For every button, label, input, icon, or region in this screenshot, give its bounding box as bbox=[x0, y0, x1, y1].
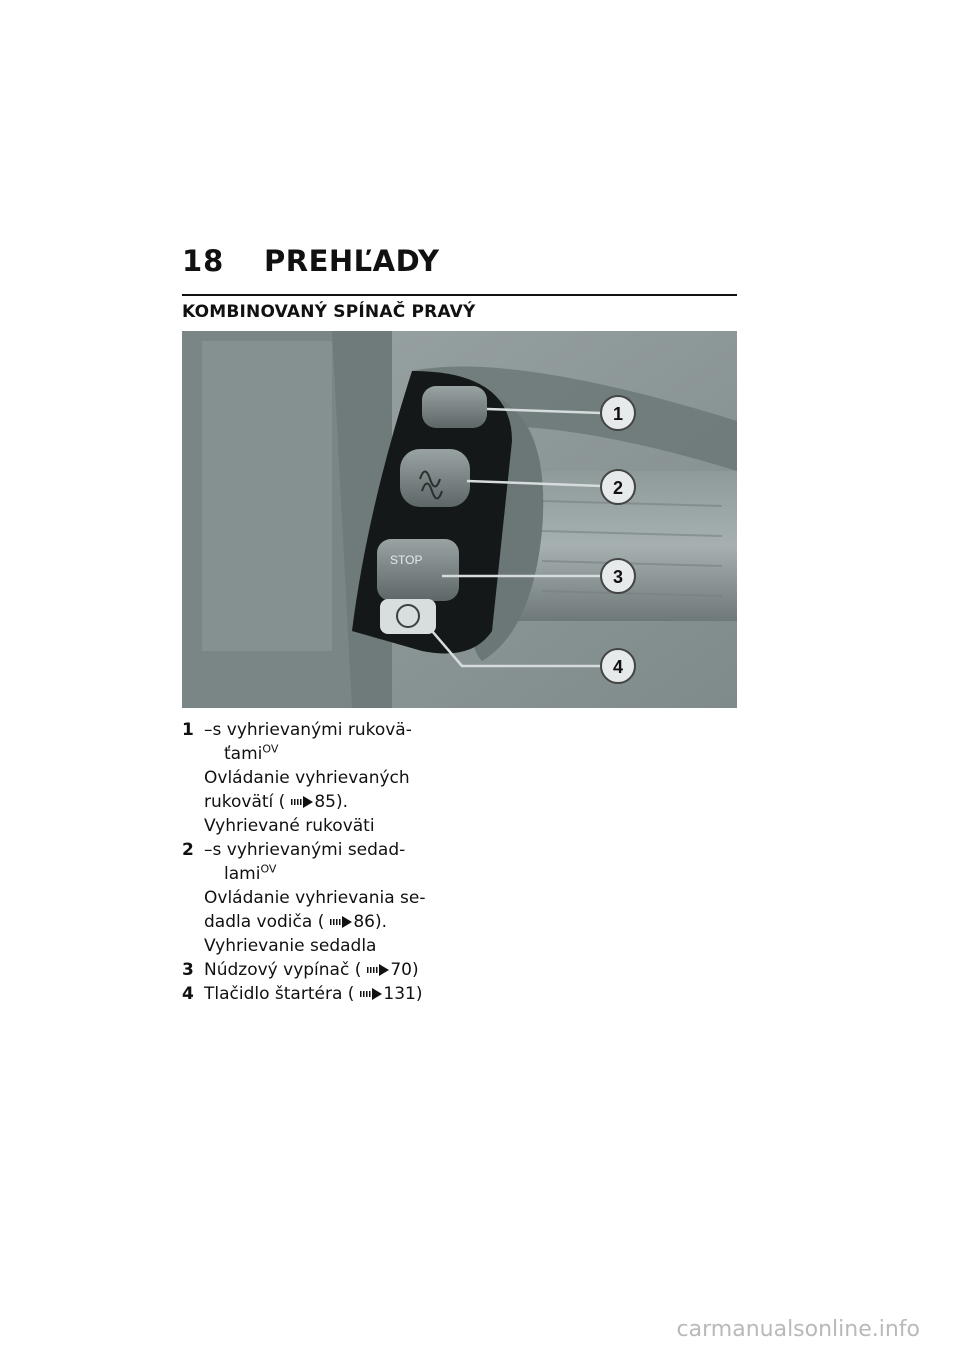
switch-figure bbox=[182, 331, 737, 708]
legend-item-3: 3 Núdzový vypínač ( 70) bbox=[182, 960, 419, 980]
callout-3 bbox=[601, 559, 635, 593]
callout-1 bbox=[601, 396, 635, 430]
legend-item-description: Ovládanie vyhrievania se- bbox=[204, 888, 426, 908]
legend-item-number: 2 bbox=[182, 840, 194, 860]
callout-4 bbox=[601, 649, 635, 683]
option-badge: OV bbox=[260, 862, 277, 876]
legend-item-2: 2 –s vyhrievanými sedad- lami$^{OV}$ Ovládanie vyhrievania se- dadla vodiča ( 86). Vyhrievanie sedadla bbox=[182, 838, 452, 958]
page-reference[interactable]: 85). bbox=[314, 792, 348, 812]
chapter-title: PREHĽADY bbox=[264, 244, 440, 278]
page-reference[interactable]: 131) bbox=[383, 984, 423, 1004]
page-reference-arrow-icon bbox=[330, 916, 352, 928]
legend-item-condition: –s vyhrievanými sedad- bbox=[204, 840, 406, 860]
page-reference[interactable]: 70) bbox=[390, 960, 419, 980]
legend-item-condition: –s vyhrievanými rukovä- bbox=[204, 720, 412, 740]
legend-item-name: Tlačidlo štartéra bbox=[204, 984, 343, 1004]
legend-item-number: 3 bbox=[182, 960, 194, 980]
header-rule bbox=[182, 294, 737, 296]
stop-label: STOP bbox=[390, 553, 423, 567]
svg-text:4: 4 bbox=[612, 657, 624, 677]
legend-item-name: Núdzový vypínač bbox=[204, 960, 350, 980]
legend-item-1: 1 –s vyhrievanými rukovä- ťami$^{OV}$ Ovládanie vyhrievaných rukovätí ( 85). Vyhrievané rukoväti bbox=[182, 718, 452, 838]
page-reference-arrow-icon bbox=[367, 964, 389, 976]
svg-text:2: 2 bbox=[612, 478, 624, 498]
svg-text:3: 3 bbox=[612, 567, 624, 587]
switch-illustration bbox=[182, 331, 737, 708]
legend-item-number: 4 bbox=[182, 984, 194, 1004]
legend-item-description-cont: dadla vodiča bbox=[204, 912, 313, 932]
svg-text:1: 1 bbox=[612, 404, 624, 424]
section-title: KOMBINOVANÝ SPÍNAČ PRAVÝ bbox=[182, 302, 476, 322]
legend-item-4: 4 Tlačidlo štartéra ( 131) bbox=[182, 984, 423, 1004]
legend-item-number: 1 bbox=[182, 720, 194, 740]
page-header bbox=[182, 244, 440, 278]
option-badge: OV bbox=[262, 742, 279, 756]
page-reference[interactable]: 86). bbox=[353, 912, 388, 932]
legend-item-name: Vyhrievané rukoväti bbox=[204, 816, 375, 836]
legend-item-condition-cont: ťami bbox=[224, 744, 263, 764]
page-reference-arrow-icon bbox=[291, 796, 313, 808]
page-reference-arrow-icon bbox=[360, 988, 382, 1000]
legend-item-description: Ovládanie vyhrievaných bbox=[204, 768, 410, 788]
legend-item-name: Vyhrievanie sedadla bbox=[204, 936, 377, 956]
legend-item-description-cont: rukovätí bbox=[204, 792, 274, 812]
legend-list bbox=[182, 718, 452, 1006]
legend-item-condition-cont: lami bbox=[224, 864, 261, 884]
watermark: carmanualsonline.info bbox=[676, 1317, 920, 1342]
callout-2 bbox=[601, 470, 635, 504]
page-number: 18 bbox=[182, 244, 225, 278]
